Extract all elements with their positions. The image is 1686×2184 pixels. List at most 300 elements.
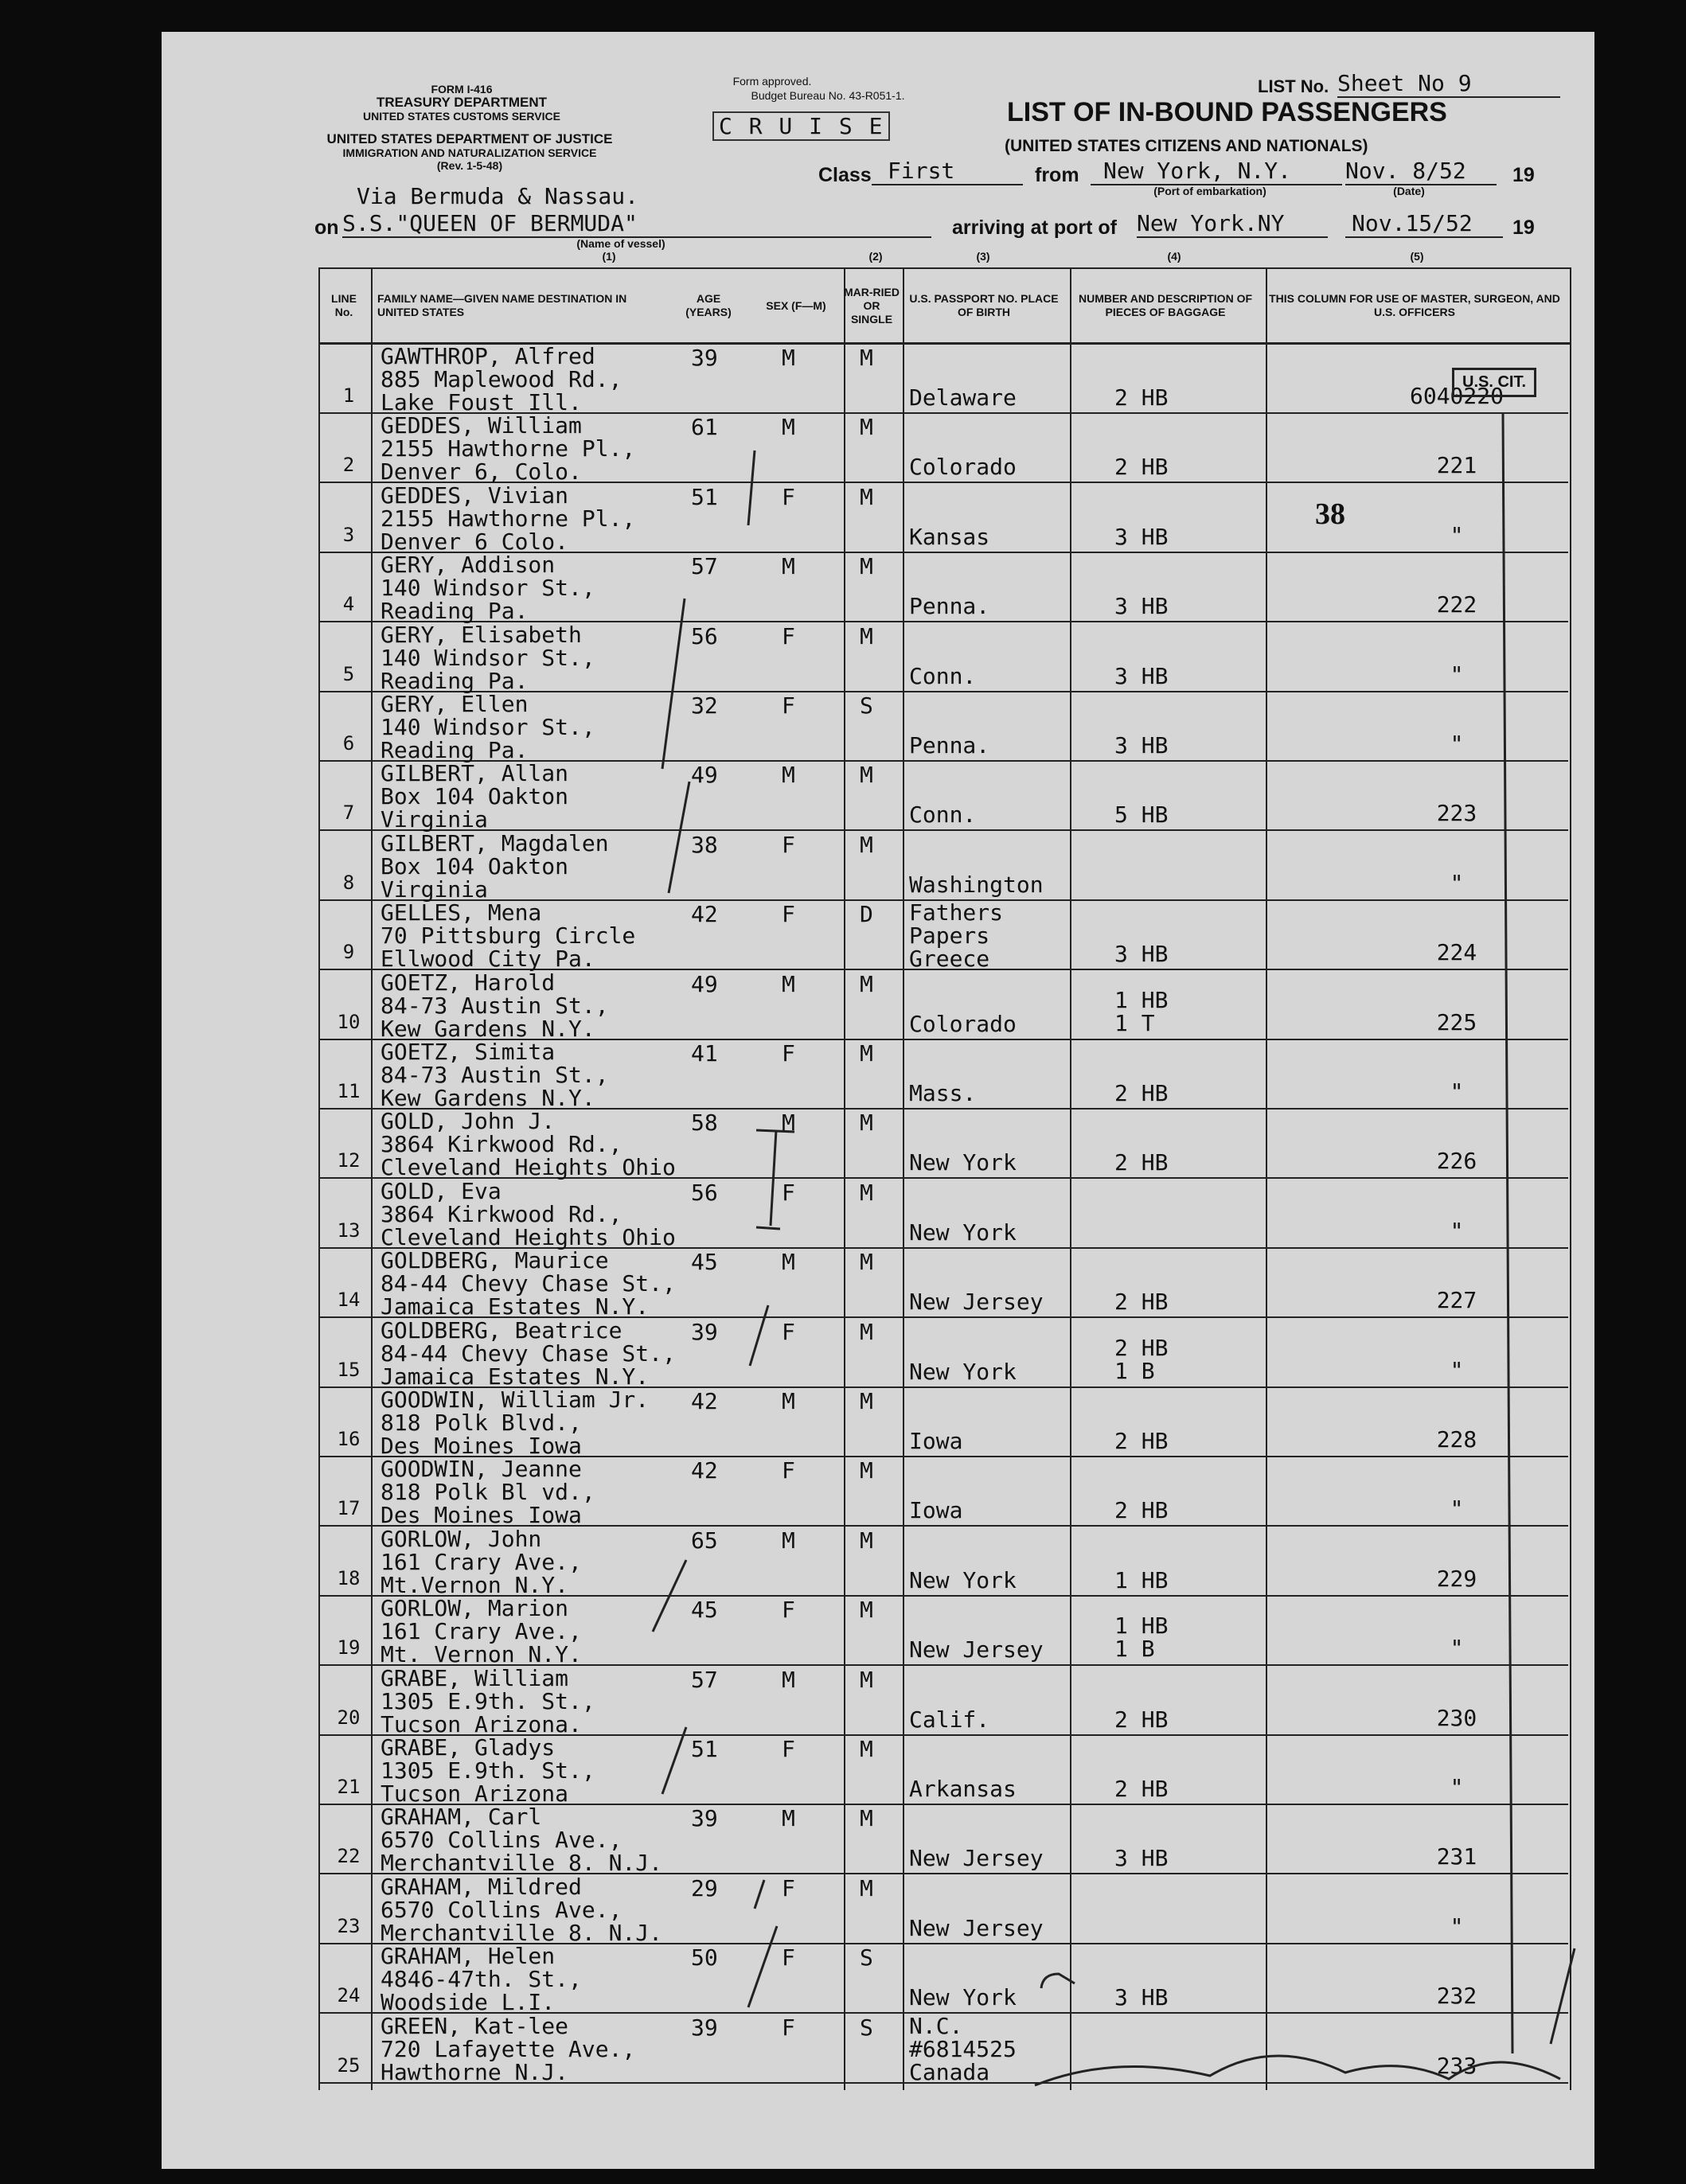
- table-row: [318, 691, 1568, 762]
- line-number: 24: [337, 1984, 361, 2007]
- baggage-cell: [1114, 801, 1169, 829]
- col-number-3: (3): [976, 250, 990, 263]
- age-cell: 32: [691, 692, 718, 719]
- place-of-birth: Penna.: [909, 732, 990, 759]
- passenger-name-address: [381, 552, 595, 625]
- address-line: Virginia: [381, 876, 488, 903]
- address-line: 70 Pittsburg Circle: [381, 922, 636, 950]
- year-label: 19: [1512, 164, 1535, 186]
- address-line: Kew Gardens N.Y.: [381, 1085, 595, 1111]
- place-of-birth: New York: [909, 1149, 1017, 1176]
- table-row: [318, 343, 1568, 414]
- baggage-line: 2 HB: [1114, 1428, 1169, 1454]
- address-line: 161 Crary Ave.,: [381, 1548, 582, 1575]
- baggage-line: 2 HB: [1114, 1334, 1169, 1361]
- address-line: 4846-47th. St.,: [381, 1966, 582, 1993]
- vessel-caption: (Name of vessel): [576, 237, 665, 250]
- passenger-name-address: [381, 1110, 676, 1179]
- passport-birthplace-cell: [909, 899, 1068, 973]
- place-of-birth: New York: [909, 1566, 1017, 1593]
- line-number: 11: [337, 1080, 361, 1102]
- passenger-name-address: [381, 1664, 595, 1737]
- sex-cell: M: [782, 1805, 795, 1832]
- line-number: 20: [337, 1706, 361, 1729]
- sex-cell: F: [782, 1874, 795, 1901]
- sex-cell: M: [782, 553, 795, 580]
- passenger-name: GILBERT, Allan: [381, 760, 569, 787]
- header-married: MAR-RIED OR SINGLE: [844, 285, 900, 326]
- line-number: 10: [337, 1010, 361, 1033]
- baggage-line: 3 HB: [1114, 662, 1169, 689]
- table-row: [318, 1317, 1568, 1388]
- baggage-line: 2 HB: [1114, 1497, 1169, 1524]
- table-row: [318, 2013, 1568, 2084]
- address-line: Denver 6 Colo.: [381, 528, 569, 555]
- col-number-1: (1): [602, 250, 616, 263]
- passenger-name: GOLD, John J.: [381, 1108, 556, 1135]
- address-line: Des Moines Iowa: [381, 1502, 582, 1529]
- header-sex: SEX (F—M): [766, 298, 826, 312]
- baggage-cell: [1114, 1151, 1168, 1174]
- place-of-birth: Conn.: [909, 662, 977, 689]
- married-cell: M: [860, 762, 873, 789]
- age-cell: 50: [691, 1944, 718, 1971]
- address-line: 720 Lafayette Ave.,: [381, 2035, 636, 2062]
- married-cell: M: [860, 483, 873, 510]
- address-line: Mt.Vernon N.Y.: [381, 1571, 569, 1598]
- sex-cell: M: [782, 1249, 795, 1276]
- header-line-no: LINE No.: [331, 292, 357, 318]
- baggage-cell: [1114, 1429, 1168, 1453]
- baggage-line: 3 HB: [1114, 732, 1169, 759]
- passenger-name: GEDDES, William: [381, 412, 582, 439]
- passenger-name: GRAHAM, Mildred: [381, 1873, 582, 1900]
- passenger-name: GRABE, Gladys: [381, 1734, 556, 1761]
- sex-cell: M: [782, 1110, 795, 1137]
- place-of-birth: Iowa: [909, 1497, 963, 1524]
- passenger-name-address: [381, 1527, 582, 1597]
- customs-service: UNITED STATES CUSTOMS SERVICE: [363, 110, 560, 123]
- line-number: 19: [337, 1636, 361, 1659]
- sex-cell: F: [782, 1944, 795, 1971]
- header-name: FAMILY NAME—GIVEN NAME DESTINATION IN UNITED STATES: [377, 292, 627, 318]
- form-approved: Form approved.: [732, 75, 812, 88]
- married-cell: M: [860, 345, 873, 371]
- place-of-birth: Calif.: [909, 1706, 990, 1733]
- officer-code-cell: ": [1450, 1635, 1464, 1662]
- baggage-line: 1 B: [1114, 1636, 1155, 1663]
- budget-bureau: Budget Bureau No. 43-R051-1.: [751, 89, 905, 102]
- age-cell: 58: [691, 1110, 718, 1137]
- officer-code-cell: 223: [1436, 800, 1477, 827]
- married-cell: M: [860, 1736, 873, 1762]
- table-row: [318, 969, 1568, 1040]
- table-row: [318, 760, 1568, 831]
- baggage-cell: [1114, 1082, 1168, 1105]
- line-number: 15: [337, 1358, 361, 1381]
- baggage-cell: [1114, 1289, 1169, 1316]
- officer-code-cell: ": [1450, 731, 1464, 757]
- baggage-line: 1 T: [1114, 1009, 1155, 1036]
- passport-birthplace-cell: [909, 1847, 1044, 1870]
- justice-dept: UNITED STATES DEPARTMENT OF JUSTICE: [326, 131, 613, 146]
- place-of-birth: Conn.: [909, 801, 977, 829]
- via-route: Via Bermuda & Nassau.: [357, 183, 639, 209]
- class-label: Class: [818, 164, 872, 186]
- officer-code-cell: 226: [1436, 1148, 1477, 1175]
- officer-code-cell: 231: [1436, 1843, 1477, 1870]
- age-cell: 39: [691, 345, 718, 371]
- passenger-name-address: [381, 1875, 662, 1944]
- address-line: Lake Foust Ill.: [381, 389, 582, 415]
- header-age: AGE (YEARS): [685, 292, 732, 318]
- sheet-number: Sheet No 9: [1337, 70, 1560, 98]
- sex-cell: M: [782, 762, 795, 789]
- table-row: [318, 899, 1568, 973]
- baggage-cell: [1114, 1336, 1168, 1383]
- address-line: 140 Windsor St.,: [381, 714, 595, 740]
- baggage-line: 2 HB: [1114, 454, 1169, 481]
- age-cell: 45: [691, 1597, 718, 1624]
- passport-birthplace-cell: [909, 873, 1044, 896]
- married-cell: M: [860, 1249, 873, 1276]
- passenger-name: GERY, Addison: [381, 552, 556, 579]
- address-line: Tucson Arizona: [381, 1780, 569, 1807]
- sex-cell: F: [782, 1179, 795, 1206]
- table-row: [318, 830, 1568, 901]
- passenger-name: GOLDBERG, Maurice: [381, 1247, 609, 1274]
- passenger-name: GAWTHROP, Alfred: [381, 343, 595, 369]
- passport-birthplace-cell: [909, 734, 989, 757]
- officer-code-cell: 221: [1436, 452, 1477, 479]
- passenger-name: GOLDBERG, Beatrice: [381, 1316, 622, 1344]
- line-number: 1: [342, 384, 355, 407]
- officer-code-cell: ": [1450, 1496, 1464, 1523]
- from-label: from: [1035, 164, 1079, 186]
- married-cell: M: [860, 1318, 873, 1345]
- sex-cell: F: [782, 1457, 795, 1484]
- married-cell: M: [860, 1179, 873, 1206]
- passport-number: N.C. #6814525: [909, 2012, 1017, 2062]
- baggage-cell: [1114, 1986, 1168, 2009]
- address-line: 140 Windsor St.,: [381, 575, 595, 602]
- col-number-2: (2): [868, 250, 883, 263]
- sex-cell: F: [782, 2014, 795, 2041]
- passenger-name-address: [381, 971, 609, 1040]
- revision: (Rev. 1-5-48): [436, 159, 503, 172]
- age-cell: 42: [691, 1457, 718, 1484]
- passport-birthplace-cell: [909, 525, 989, 548]
- us-citizen-stamp: U.S. CIT.: [1452, 368, 1536, 397]
- married-cell: M: [860, 1805, 873, 1832]
- baggage-cell: [1114, 1613, 1169, 1663]
- officer-mark-38: 38: [1315, 497, 1345, 531]
- address-line: 1305 E.9th. St.,: [381, 1757, 595, 1784]
- officer-code-cell: ": [1450, 661, 1464, 688]
- table-row: [318, 1456, 1568, 1527]
- baggage-cell: [1114, 986, 1169, 1036]
- address-line: 84-73 Austin St.,: [381, 992, 609, 1019]
- age-cell: 51: [691, 1736, 718, 1762]
- passport-birthplace-cell: [909, 1221, 1017, 1244]
- vessel-name: S.S."QUEEN OF BERMUDA": [342, 210, 931, 238]
- address-line: Box 104 Oakton: [381, 852, 569, 879]
- passenger-name-address: [381, 1316, 676, 1390]
- baggage-line: 3 HB: [1114, 523, 1169, 550]
- header-officers: THIS COLUMN FOR USE OF MASTER, SURGEON, AND U.S. OFFICERS: [1269, 292, 1560, 318]
- place-of-birth: Canada: [909, 2058, 990, 2085]
- passenger-name-address: [381, 829, 609, 903]
- table-row: [318, 1734, 1568, 1805]
- passport-birthplace-cell: [909, 1012, 1017, 1035]
- table-row: [318, 1178, 1568, 1249]
- header-baggage: NUMBER AND DESCRIPTION OF PIECES OF BAGGAGE: [1078, 292, 1253, 318]
- line-number: 13: [337, 1219, 361, 1242]
- table-row: [318, 412, 1568, 486]
- passenger-name: GOETZ, Harold: [381, 969, 556, 996]
- address-line: Merchantville 8. N.J.: [381, 1919, 663, 1946]
- baggage-line: 1 B: [1114, 1357, 1155, 1384]
- sex-cell: F: [782, 483, 795, 510]
- table-row: [318, 482, 1568, 553]
- passenger-name: GORLOW, John: [381, 1525, 542, 1552]
- class-value: First: [872, 158, 1023, 185]
- married-cell: M: [860, 553, 873, 580]
- passport-number: Fathers Papers: [909, 899, 1004, 950]
- passenger-name: GRAHAM, Carl: [381, 1804, 542, 1831]
- sex-cell: M: [782, 414, 795, 441]
- sex-cell: F: [782, 901, 795, 928]
- place-of-birth: Colorado: [909, 454, 1017, 481]
- address-line: Cleveland Heights Ohio: [381, 1223, 676, 1250]
- ins-service: IMMIGRATION AND NATURALIZATION SERVICE: [342, 146, 597, 159]
- line-number: 2: [342, 454, 355, 477]
- married-cell: M: [860, 622, 873, 649]
- address-line: 2155 Hawthorne Pl.,: [381, 435, 636, 462]
- place-of-birth: Mass.: [909, 1080, 977, 1106]
- passenger-name-address: [381, 1597, 582, 1666]
- passport-birthplace-cell: [909, 2014, 1068, 2084]
- table-row: [318, 1804, 1568, 1877]
- address-line: Ellwood City Pa.: [381, 946, 595, 973]
- cruise-label: C R U I S E: [712, 111, 890, 141]
- address-line: 140 Windsor St.,: [381, 644, 595, 671]
- place-of-birth: Kansas: [909, 523, 990, 550]
- officer-code-cell: 225: [1436, 1008, 1477, 1035]
- address-line: 161 Crary Ave.,: [381, 1618, 582, 1645]
- passport-birthplace-cell: [909, 595, 989, 618]
- officer-code-cell: 230: [1436, 1704, 1477, 1731]
- passenger-name-address: [381, 1804, 663, 1877]
- place-of-birth: Iowa: [909, 1428, 963, 1454]
- passenger-name-address: [381, 1249, 676, 1318]
- line-number: 9: [342, 941, 355, 964]
- place-of-birth: Penna.: [909, 593, 990, 620]
- address-line: 84-44 Chevy Chase St.,: [381, 1340, 676, 1367]
- married-cell: M: [860, 1597, 873, 1624]
- place-of-birth: Colorado: [909, 1010, 1017, 1037]
- baggage-cell: [1114, 1499, 1168, 1522]
- baggage-line: 3 HB: [1114, 1845, 1169, 1872]
- col-number-5: (5): [1410, 250, 1424, 263]
- line-number: 21: [337, 1776, 361, 1798]
- passport-birthplace-cell: [909, 1777, 1017, 1800]
- baggage-cell: [1114, 595, 1168, 618]
- table-row: [318, 1108, 1568, 1179]
- baggage-line: 5 HB: [1114, 801, 1169, 829]
- officer-code-cell: 227: [1436, 1287, 1477, 1314]
- sex-cell: M: [782, 345, 795, 371]
- address-line: Des Moines Iowa: [381, 1433, 582, 1459]
- passenger-name-address: [381, 1177, 676, 1250]
- baggage-line: 3 HB: [1114, 941, 1169, 968]
- sex-cell: F: [782, 1318, 795, 1345]
- place-of-birth: Arkansas: [909, 1776, 1017, 1802]
- age-cell: 39: [691, 1805, 718, 1832]
- age-cell: 39: [691, 1318, 718, 1345]
- manifest-title: LIST OF IN-BOUND PASSENGERS: [1007, 97, 1447, 127]
- passenger-name: GREEN, Kat-lee: [381, 2012, 569, 2039]
- officer-code-cell: ": [1450, 1078, 1464, 1105]
- line-number: 12: [337, 1149, 361, 1172]
- passenger-name-address: [381, 1457, 595, 1527]
- passenger-name: GOETZ, Simita: [381, 1039, 556, 1065]
- line-number: 4: [342, 593, 355, 616]
- address-line: Kew Gardens N.Y.: [381, 1015, 595, 1042]
- line-number: 14: [337, 1289, 361, 1312]
- passport-birthplace-cell: [909, 1566, 1017, 1593]
- col-number-4: (4): [1167, 250, 1181, 263]
- table-row: [318, 1386, 1568, 1457]
- baggage-line: 2 HB: [1114, 1080, 1169, 1106]
- address-line: Reading Pa.: [381, 598, 529, 625]
- married-cell: M: [860, 1388, 873, 1414]
- address-line: Mt. Vernon N.Y.: [381, 1641, 582, 1668]
- married-cell: M: [860, 1874, 873, 1901]
- arriving-label: arriving at port of: [952, 216, 1117, 239]
- embarkation-date: Nov. 8/52: [1345, 158, 1497, 185]
- passenger-name-address: [381, 1736, 595, 1805]
- place-of-birth: New York: [909, 1984, 1017, 2011]
- baggage-cell: [1114, 525, 1168, 548]
- age-cell: 65: [691, 1527, 718, 1554]
- sex-cell: F: [782, 1736, 795, 1762]
- officer-code-cell: ": [1450, 1217, 1464, 1244]
- passenger-name: GERY, Elisabeth: [381, 621, 582, 648]
- passport-birthplace-cell: [909, 1499, 962, 1522]
- line-number: 7: [342, 801, 355, 825]
- table-row: [318, 1039, 1568, 1110]
- passenger-name-address: [381, 762, 568, 831]
- address-line: 1305 E.9th. St.,: [381, 1687, 595, 1714]
- line-number: 18: [337, 1566, 361, 1589]
- address-line: Woodside L.I.: [381, 1989, 556, 2016]
- sex-cell: F: [782, 692, 795, 719]
- passport-birthplace-cell: [909, 1429, 962, 1453]
- line-number: 16: [337, 1428, 361, 1450]
- married-cell: S: [860, 1944, 873, 1971]
- place-of-birth: Washington: [909, 871, 1044, 898]
- officer-code-cell: 6040220: [1409, 383, 1504, 409]
- table-row: [318, 1526, 1568, 1597]
- passport-birthplace-cell: [909, 662, 977, 689]
- baggage-cell: [1114, 941, 1169, 968]
- passenger-name-address: [381, 484, 635, 553]
- address-line: 6570 Collins Ave.,: [381, 1896, 622, 1923]
- baggage-cell: [1114, 662, 1169, 689]
- baggage-cell: [1114, 1708, 1168, 1731]
- passport-birthplace-cell: [909, 1082, 976, 1105]
- sex-cell: M: [782, 1666, 795, 1693]
- officer-code-cell: ": [1450, 869, 1464, 896]
- line-number: 17: [337, 1497, 361, 1520]
- line-number: 25: [337, 2053, 361, 2077]
- address-line: Virginia: [381, 806, 488, 833]
- married-cell: M: [860, 1666, 873, 1693]
- passport-birthplace-cell: [909, 801, 977, 829]
- baggage-cell: [1114, 734, 1168, 757]
- baggage-cell: [1114, 1847, 1168, 1870]
- passport-birthplace-cell: [909, 1708, 989, 1731]
- address-line: 885 Maplewood Rd.,: [381, 366, 622, 392]
- passport-birthplace-cell: [909, 1986, 1017, 2009]
- address-line: 818 Polk Bl vd.,: [381, 1479, 595, 1506]
- passenger-name: GOODWIN, William Jr.: [381, 1386, 650, 1413]
- line-number: 3: [342, 523, 355, 546]
- baggage-line: 2 HB: [1114, 1776, 1169, 1802]
- passenger-name: GEDDES, Vivian: [381, 482, 569, 509]
- table-row: [318, 552, 1568, 625]
- passport-birthplace-cell: [909, 1638, 1044, 1661]
- address-line: 818 Polk Blvd.,: [381, 1410, 582, 1436]
- address-line: Cleveland Heights Ohio: [381, 1154, 676, 1181]
- passenger-name-address: [381, 1388, 649, 1457]
- address-line: Reading Pa.: [381, 737, 529, 763]
- table-row: [318, 1247, 1568, 1318]
- place-of-birth: New Jersey: [909, 1289, 1044, 1316]
- place-of-birth: New York: [909, 1219, 1017, 1246]
- date-caption: (Date): [1393, 185, 1425, 197]
- table-row: [318, 1943, 1568, 2014]
- passenger-name: GELLES, Mena: [381, 899, 542, 926]
- baggage-line: 2 HB: [1114, 1149, 1169, 1176]
- address-line: Jamaica Estates N.Y.: [381, 1363, 650, 1390]
- sex-cell: F: [782, 1597, 795, 1624]
- passport-birthplace-cell: [909, 1360, 1017, 1383]
- line-number: 5: [342, 662, 355, 685]
- married-cell: M: [860, 414, 873, 441]
- treasury-dept: TREASURY DEPARTMENT: [376, 95, 548, 110]
- place-of-birth: Greece: [909, 946, 990, 973]
- sex-cell: M: [782, 1527, 795, 1554]
- passenger-name: GRAHAM, Helen: [381, 1943, 556, 1970]
- line-number: 22: [337, 1845, 361, 1868]
- address-line: Merchantville 8. N.J.: [381, 1850, 663, 1877]
- place-of-birth: New Jersey: [909, 1845, 1044, 1872]
- address-line: 3864 Kirkwood Rd.,: [381, 1131, 622, 1158]
- sex-cell: F: [782, 622, 795, 649]
- passenger-name-address: [381, 1040, 609, 1110]
- address-line: Hawthorne N.J.: [381, 2058, 569, 2085]
- manifest-subtitle: (UNITED STATES CITIZENS AND NATIONALS): [1005, 137, 1368, 155]
- age-cell: 57: [691, 553, 718, 580]
- address-line: 84-44 Chevy Chase St.,: [381, 1270, 676, 1297]
- address-line: Box 104 Oakton: [381, 783, 569, 810]
- passport-birthplace-cell: [909, 1289, 1044, 1316]
- passenger-name: GOODWIN, Jeanne: [381, 1456, 582, 1483]
- married-cell: M: [860, 1110, 873, 1137]
- passport-birthplace-cell: [909, 1151, 1017, 1174]
